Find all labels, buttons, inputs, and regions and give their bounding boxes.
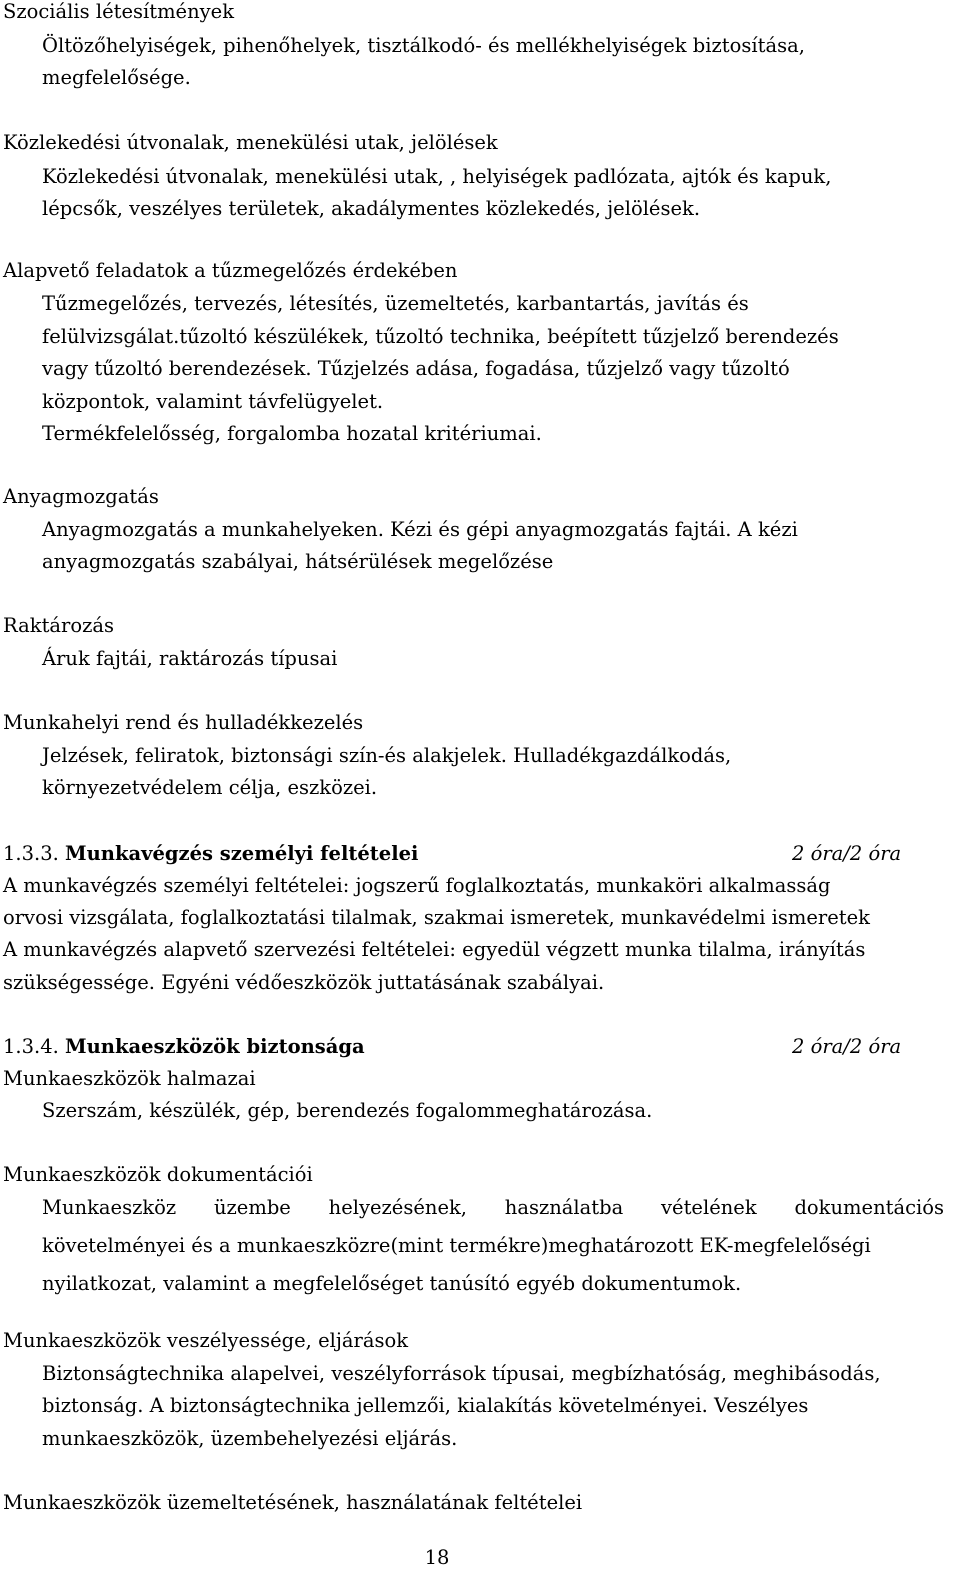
section-number: 1.3.3. [3, 842, 59, 865]
text-line: Termékfelelősség, forgalomba hozatal kritériumai. [42, 422, 542, 445]
text-line: központok, valamint távfelügyelet. [42, 390, 384, 413]
text-line: megfelelősége. [42, 66, 191, 89]
text-line: felülvizsgálat.tűzoltó készülékek, tűzoltó technika, beépített tűzjelző berendezés [42, 325, 839, 348]
section-title: Munkaeszközök biztonsága [65, 1035, 365, 1058]
text-line: A munkavégzés alapvető szervezési feltételei: egyedül végzett munka tilalma, irányítás [3, 938, 866, 961]
heading-kozlekedesi: Közlekedési útvonalak, menekülési utak, jelölések [3, 131, 498, 154]
text-line: követelményei és a munkaeszközre(mint termékre)meghatározott EK-megfelelőségi [42, 1234, 871, 1257]
text-line: biztonság. A biztonságtechnika jellemzői, kialakítás követelményei. Veszélyes [42, 1394, 809, 1417]
text-line: Biztonságtechnika alapelvei, veszélyforrások típusai, megbízhatóság, meghibásodás, [42, 1362, 881, 1385]
text-line: orvosi vizsgálata, foglalkoztatási tilalmak, szakmai ismeretek, munkavédelmi ismeretek [3, 906, 870, 929]
heading-dokumentacioi: Munkaeszközök dokumentációi [3, 1163, 313, 1186]
text-line: szükségessége. Egyéni védőeszközök juttatásának szabályai. [3, 971, 605, 994]
heading-veszelyessege: Munkaeszközök veszélyessége, eljárások [3, 1329, 409, 1352]
text-line: lépcsők, veszélyes területek, akadálymentes közlekedés, jelölések. [42, 197, 701, 220]
section-title: Munkavégzés személyi feltételei [65, 842, 419, 865]
text-line: munkaeszközök, üzembehelyezési eljárás. [42, 1427, 458, 1450]
heading-anyagmozgatas: Anyagmozgatás [3, 485, 159, 508]
heading-tuzmegelozes: Alapvető feladatok a tűzmegelőzés érdekében [3, 259, 458, 282]
page-number: 18 [424, 1546, 450, 1569]
text-line: Áruk fajtái, raktározás típusai [42, 647, 338, 670]
text-line: Munkaeszköz üzembe helyezésének, használatba vételének dokumentációs [42, 1196, 944, 1219]
text-line: nyilatkozat, valamint a megfelelőséget tanúsító egyéb dokumentumok. [42, 1272, 742, 1295]
heading-halmazai: Munkaeszközök halmazai [3, 1067, 256, 1090]
text-line: környezetvédelem célja, eszközei. [42, 776, 378, 799]
text-line: Szerszám, készülék, gép, berendezés fogalommeghatározása. [42, 1099, 653, 1122]
section-hours: 2 óra/2 óra [792, 842, 902, 865]
text-line: Tűzmegelőzés, tervezés, létesítés, üzemeltetés, karbantartás, javítás és [42, 292, 749, 315]
text-line: Anyagmozgatás a munkahelyeken. Kézi és gépi anyagmozgatás fajtái. A kézi [42, 518, 798, 541]
text-line: anyagmozgatás szabályai, hátsérülések megelőzése [42, 550, 554, 573]
text-line: Öltözőhelyiségek, pihenőhelyek, tisztálkodó- és mellékhelyiségek biztosítása, [42, 34, 805, 57]
text-line: vagy tűzoltó berendezések. Tűzjelzés adása, fogadása, tűzjelző vagy tűzoltó [42, 357, 790, 380]
section-hours: 2 óra/2 óra [792, 1035, 902, 1058]
section-heading-133 [3, 842, 418, 866]
text-line: A munkavégzés személyi feltételei: jogszerű foglalkoztatás, munkaköri alkalmasság [3, 874, 831, 897]
heading-szocialis: Szociális létesítmények [3, 0, 235, 23]
heading-raktarozas: Raktározás [3, 614, 115, 637]
heading-uzemeltetesenek: Munkaeszközök üzemeltetésének, használatának feltételei [3, 1491, 583, 1514]
section-number: 1.3.4. [3, 1035, 59, 1058]
heading-munkahelyi: Munkahelyi rend és hulladékkezelés [3, 711, 364, 734]
section-heading-134 [3, 1035, 365, 1059]
text-line: Jelzések, feliratok, biztonsági szín-és alakjelek. Hulladékgazdálkodás, [42, 744, 732, 767]
text-line: Közlekedési útvonalak, menekülési utak, , helyiségek padlózata, ajtók és kapuk, [42, 165, 832, 188]
